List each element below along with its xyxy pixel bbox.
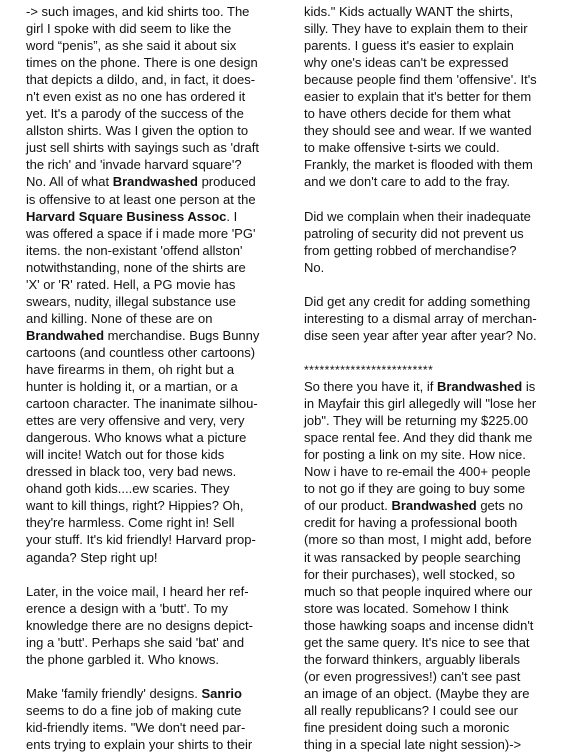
text-segment: space rental fee. And they did thank me [304,430,533,446]
paragraph-break [304,276,554,293]
text-line [304,122,554,139]
text-segment: silly. They have to explain them to their [304,21,528,37]
text-line [26,395,278,412]
text-segment: an image of an object. (Maybe they are [304,685,530,701]
text-segment: produced [197,174,256,190]
text-line [26,327,278,344]
bold-text-segment: Brandwahed [26,327,105,343]
text-segment: thing in a special late night session)-> [304,737,522,753]
text-line [26,412,278,429]
text-segment: dangerous. Who knows what a picture [26,430,247,446]
text-segment: will incite! Watch out for those kids [26,447,225,463]
text-line [304,617,554,634]
text-segment: it was ransacked by people searching [304,549,521,565]
text-segment: cartoons (and countless other cartoons) [26,344,256,360]
text-line [26,702,278,719]
text-line [26,497,278,514]
text-segment: is [522,379,536,395]
text-segment: to have others decide for them what [304,106,511,122]
text-segment: why one's ideas can't be expressed [304,55,509,71]
text-segment: interesting to a dismal array of merchan- [304,310,537,326]
text-line [26,600,278,617]
text-line [26,105,278,122]
text-segment: they should see and wear. If we wanted [304,123,532,139]
text-line [26,583,278,600]
text-line [304,429,554,446]
text-line [26,156,278,173]
text-line [304,54,554,71]
text-segment: items. the non-existant 'offend allston' [26,242,243,258]
text-segment: Later, in the voice mail, I heard her ref- [26,583,249,599]
text-segment: erence a design with a 'butt'. To my [26,600,229,616]
text-segment: So there you have it, if [304,379,437,395]
text-segment: credit for having a professional booth [304,515,518,531]
text-segment: parents. I guess it's easier to explain [304,38,514,54]
text-line [304,395,554,412]
text-segment: ************************* [304,362,434,377]
text-line [304,583,554,600]
text-segment: girl I spoke with did seem to like the [26,21,232,37]
text-segment: fine president doing such a moronic [304,719,510,735]
text-segment: those hawking soaps and incense didn't [304,617,534,633]
text-segment: kids." Kids actually WANT the shirts, [304,4,514,19]
text-line [26,20,278,37]
text-segment: was offered a space if i made more 'PG' [26,225,256,241]
text-segment: for their purchases), well stocked, so [304,566,515,582]
text-segment: Did get any credit for adding something [304,293,531,309]
text-line [304,446,554,463]
text-segment: job". They will be returning my $225.00 [304,413,529,429]
text-segment: hunter is holding it, or a martian, or a [26,379,238,395]
text-segment: ents trying to explain your shirts to their [26,737,253,753]
text-segment: the rich' and 'invade harvard square'? [26,157,242,173]
text-segment: the phone garbled it. Who knows. [26,651,219,667]
text-line [26,549,278,566]
bold-text-segment: Brandwashed [391,498,477,514]
text-line [304,600,554,617]
text-segment: gets no [476,498,523,514]
bold-text-segment: Brandwashed [436,379,523,395]
text-line [304,208,554,225]
text-segment: store was located. Somehow I think [304,600,509,616]
text-segment: dise seen year after year after year? No. [304,327,537,343]
text-segment: merchandise. Bugs Bunny [104,327,260,343]
text-line [26,361,278,378]
text-segment: aganda? Step right up! [26,549,158,565]
text-segment: n't even exist as no one has ordered it [26,89,246,105]
text-segment: patroling of security did not prevent us [304,225,524,241]
text-line [26,429,278,446]
text-line [26,617,278,634]
text-segment: all really republicans? I could see our [304,702,518,718]
text-line [304,668,554,685]
text-segment: word “penis”, as she said it about six [26,38,237,54]
text-line [304,173,554,190]
text-line [26,634,278,651]
text-line [26,514,278,531]
text-segment: seems to do a fine job of making cute [26,702,242,718]
text-line [26,378,278,395]
text-segment: ing a 'butt'. Perhaps she said 'bat' and [26,634,245,650]
text-line [304,566,554,583]
text-segment: 'X' or 'R' rated. Hell, a PG movie has [26,276,236,292]
text-line [304,156,554,173]
paragraph-break [26,566,278,583]
text-segment: (more so than most, I might add, before [304,532,532,548]
text-segment: No. All of what [26,174,113,190]
text-line [304,361,554,378]
text-line [304,327,554,344]
text-line [26,3,278,20]
bold-text-segment: Brandwashed [112,174,198,190]
text-segment: just sell shirts with sayings such as 'draft [26,140,259,156]
text-segment: the forward thinkers, arguably liberals [304,651,521,667]
text-segment: times on the phone. There is one design [26,55,258,71]
text-line [304,497,554,514]
text-line [304,514,554,531]
text-line [26,208,278,225]
text-line [304,480,554,497]
text-segment: (or even progressives!) can't see past [304,668,521,684]
text-segment: get the same query. It's nice to see that [304,634,530,650]
right-text-column [304,3,554,753]
text-line [304,225,554,242]
text-segment: from getting robbed of merchandise? [304,242,517,258]
text-segment: allston shirts. Was I given the option to [26,123,249,139]
text-line [304,685,554,702]
text-line [304,651,554,668]
left-text-column [26,3,278,753]
text-line [26,191,278,208]
text-line [304,20,554,37]
text-line [304,702,554,719]
text-segment: Make 'family friendly' designs. [26,685,202,701]
text-line [304,88,554,105]
text-line [26,54,278,71]
text-line [26,71,278,88]
text-line [26,88,278,105]
text-segment: cartoon character. The inanimate silhou- [26,396,258,412]
text-segment: they're harmless. Come right in! Sell [26,515,235,531]
text-line [304,3,554,20]
text-segment: dressed in black too, very bad news. [26,464,237,480]
text-line [26,173,278,190]
text-line [304,139,554,156]
text-line [304,634,554,651]
text-line [26,736,278,753]
text-segment: much so that people inquired where our [304,583,533,599]
text-segment: Now i have to re-email the 400+ people [304,464,531,480]
text-line [26,122,278,139]
text-segment: notwithstanding, none of the shirts are [26,259,246,275]
text-line [304,105,554,122]
text-line [304,242,554,259]
text-segment: -> such images, and kid shirts too. The [26,4,250,19]
text-segment: because people find them 'offensive'. It's [304,72,537,88]
text-line [26,531,278,548]
text-line [26,685,278,702]
text-segment: kid-friendly items. "We don't need par- [26,719,246,735]
text-segment: Did we complain when their inadequate [304,208,531,224]
text-segment: No. [304,259,325,275]
bold-text-segment: Harvard Square Business Assoc [26,208,227,224]
text-line [26,242,278,259]
text-segment: Frankly, the market is flooded with them [304,157,533,173]
text-line [304,378,554,395]
text-line [26,139,278,156]
text-line [304,736,554,753]
text-line [304,412,554,429]
text-line [304,37,554,54]
text-segment: of our product. [304,498,392,514]
text-segment: and we don't care to add to the fray. [304,174,511,190]
text-segment: have firearms in them, oh right but a [26,361,235,377]
text-line [26,446,278,463]
text-line [26,259,278,276]
text-line [26,344,278,361]
text-line [26,276,278,293]
text-segment: . I [226,208,238,224]
text-segment: is offensive to at least one person at the [26,191,256,207]
text-segment: to not go if they are going to buy some [304,481,526,497]
text-segment: in Mayfair this girl allegedly will "lose her [304,396,537,412]
text-segment: knowledge there are no designs depict- [26,617,253,633]
text-segment: swears, nudity, illegal substance use [26,293,237,309]
text-line [26,651,278,668]
text-line [26,310,278,327]
text-line [26,37,278,54]
text-line [304,719,554,736]
paragraph-break [304,344,554,361]
text-line [304,259,554,276]
text-line [26,225,278,242]
text-line [26,463,278,480]
text-line [304,293,554,310]
text-segment: for posting a link on my site. How nice. [304,447,526,463]
text-line [304,71,554,88]
text-segment: ettes are very offensive and very, very [26,413,245,429]
paragraph-break [304,191,554,208]
text-segment: and killing. None of these are on [26,310,213,326]
text-line [26,293,278,310]
text-line [304,549,554,566]
paragraph-break [26,668,278,685]
text-line [26,480,278,497]
text-segment: ohand goth kids....ew scaries. They [26,481,230,497]
text-segment: easier to explain that it's better for them [304,89,532,105]
bold-text-segment: Sanrio [201,685,242,701]
text-segment: want to kill things, right? Hippies? Oh, [26,498,244,514]
text-segment: that depicts a dildo, and, in fact, it does- [26,72,256,88]
text-line [304,463,554,480]
text-line [304,310,554,327]
text-line [304,531,554,548]
text-segment: your stuff. It's kid friendly! Harvard prop- [26,532,256,548]
text-segment: yet. It's a parody of the success of the [26,106,244,122]
text-line [26,719,278,736]
text-segment: to make offensive t-sirts we could. [304,140,500,156]
